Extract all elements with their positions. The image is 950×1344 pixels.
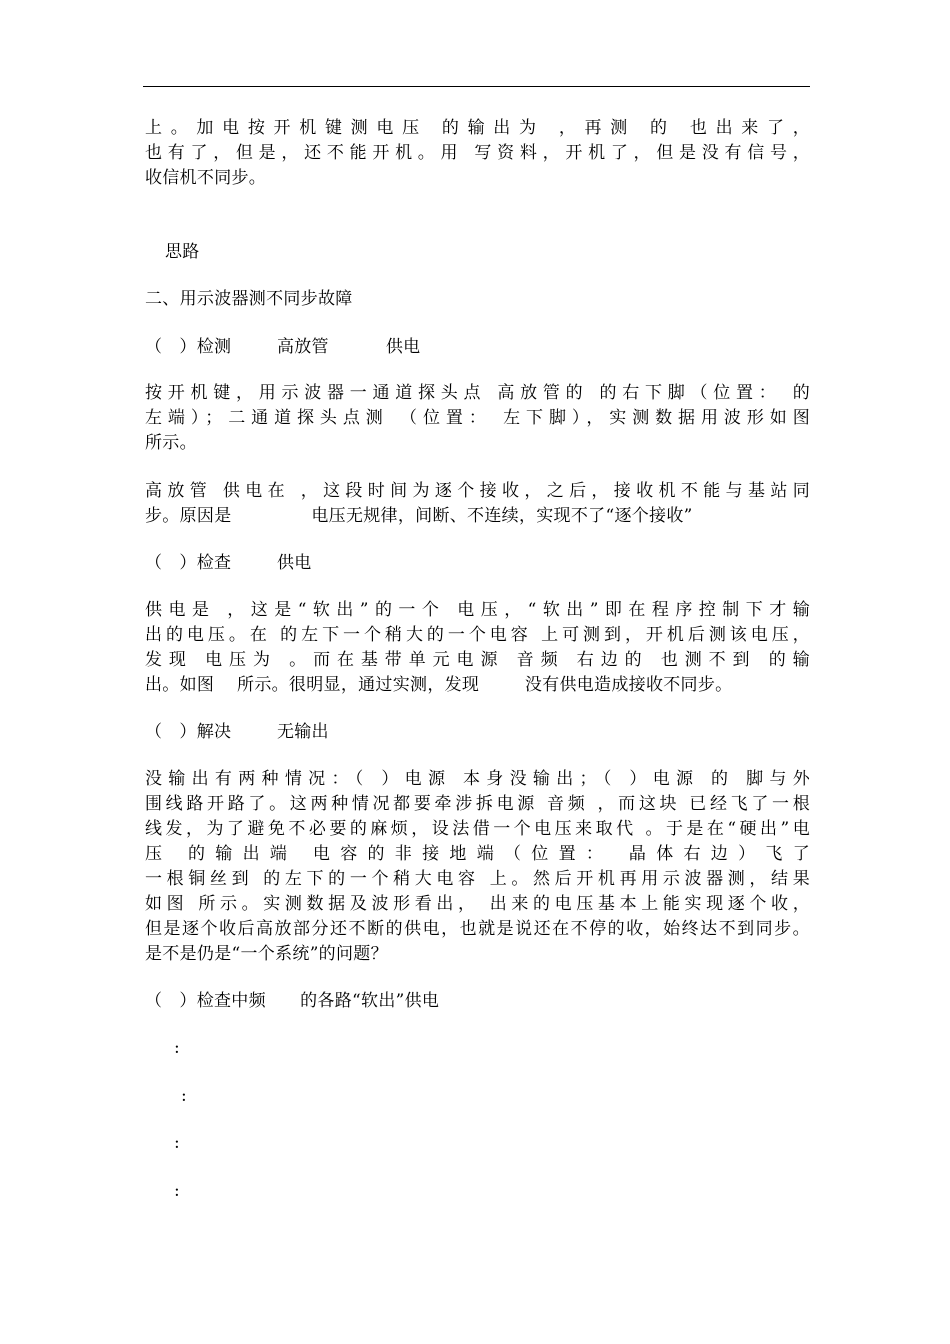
step3-para-line-6: 如图 所示。实测数据及波形看出， 出来的电压基本上能实现逐个收， bbox=[145, 894, 810, 914]
step3-para-line-5: 一根铜丝到 的左下的一个稍大电容 上。然后开机再用示波器测，结果 bbox=[145, 869, 810, 889]
step1-result-line-2: 步。原因是 电压无规律，间断、不连续，实现不了“逐个接收” bbox=[145, 506, 693, 526]
step3-para-line-1: 没输出有两种情况：（ ）电源 本身没输出；（ ）电源 的 脚与外 bbox=[145, 769, 810, 789]
step4-heading: （ ）检查中频 的各路“软出”供电 bbox=[145, 991, 440, 1011]
step1-result-line-1: 高放管 供电在 ，这段时间为逐个接收，之后，接收机不能与基站同 bbox=[145, 481, 810, 501]
intro-line-1: 上。加电按开机键测电压 的输出为 ，再测 的 也出来了， bbox=[145, 118, 810, 138]
colon-marker: : bbox=[174, 1133, 180, 1153]
step3-para-line-3: 线发，为了避免不必要的麻烦，设法借一个电压来取代 。于是在“硬出”电 bbox=[145, 819, 810, 839]
thinking-heading: 思路 bbox=[165, 242, 200, 262]
intro-line-3: 收信机不同步。 bbox=[145, 168, 267, 188]
step2-para-line-3: 发现 电压为 。而在基带单元电源 音频 右边的 也测不到 的输 bbox=[145, 650, 810, 670]
step3-para-line-8: 是不是仍是“一个系统”的问题？ bbox=[145, 944, 388, 964]
step1-para-line-2: 左端）；二通道探头点测 （位置： 左下脚），实测数据用波形如图 bbox=[145, 408, 810, 428]
step2-para-line-2: 出的电压。在 的左下一个稍大的一个电容 上可测到，开机后测该电压， bbox=[145, 625, 810, 645]
colon-marker: : bbox=[174, 1038, 180, 1058]
intro-line-2: 也有了，但是，还不能开机。用 写资料，开机了，但是没有信号， bbox=[145, 143, 810, 163]
step2-para-line-1: 供电是 ，这是“软出”的一个 电压，“软出”即在程序控制下才输 bbox=[145, 600, 810, 620]
step3-para-line-7: 但是逐个收后高放部分还不断的供电，也就是说还在不停的收，始终达不到同步。 bbox=[145, 919, 810, 939]
section2-heading: 二、用示波器测不同步故障 bbox=[145, 289, 353, 309]
header-rule bbox=[143, 86, 810, 87]
step3-para-line-2: 围线路开路了。这两种情况都要牵涉拆电源 音频 ，而这块 已经飞了一根 bbox=[145, 794, 810, 814]
step3-heading: （ ）解决 无输出 bbox=[145, 722, 329, 742]
step2-heading: （ ）检查 供电 bbox=[145, 553, 312, 573]
step3-para-line-4: 压 的输出端 电容的非接地端（位置： 晶体右边）飞了 bbox=[145, 844, 810, 864]
step1-heading: （ ）检测 高放管 供电 bbox=[145, 337, 421, 357]
colon-marker: : bbox=[174, 1181, 180, 1201]
step1-para-line-3: 所示。 bbox=[145, 433, 197, 453]
step2-para-line-4: 出。如图 所示。很明显，通过实测，发现 没有供电造成接收不同步。 bbox=[145, 675, 733, 695]
colon-marker: : bbox=[181, 1086, 187, 1106]
step1-para-line-1: 按开机键，用示波器一通道探头点 高放管的 的右下脚（位置： 的 bbox=[145, 383, 810, 403]
